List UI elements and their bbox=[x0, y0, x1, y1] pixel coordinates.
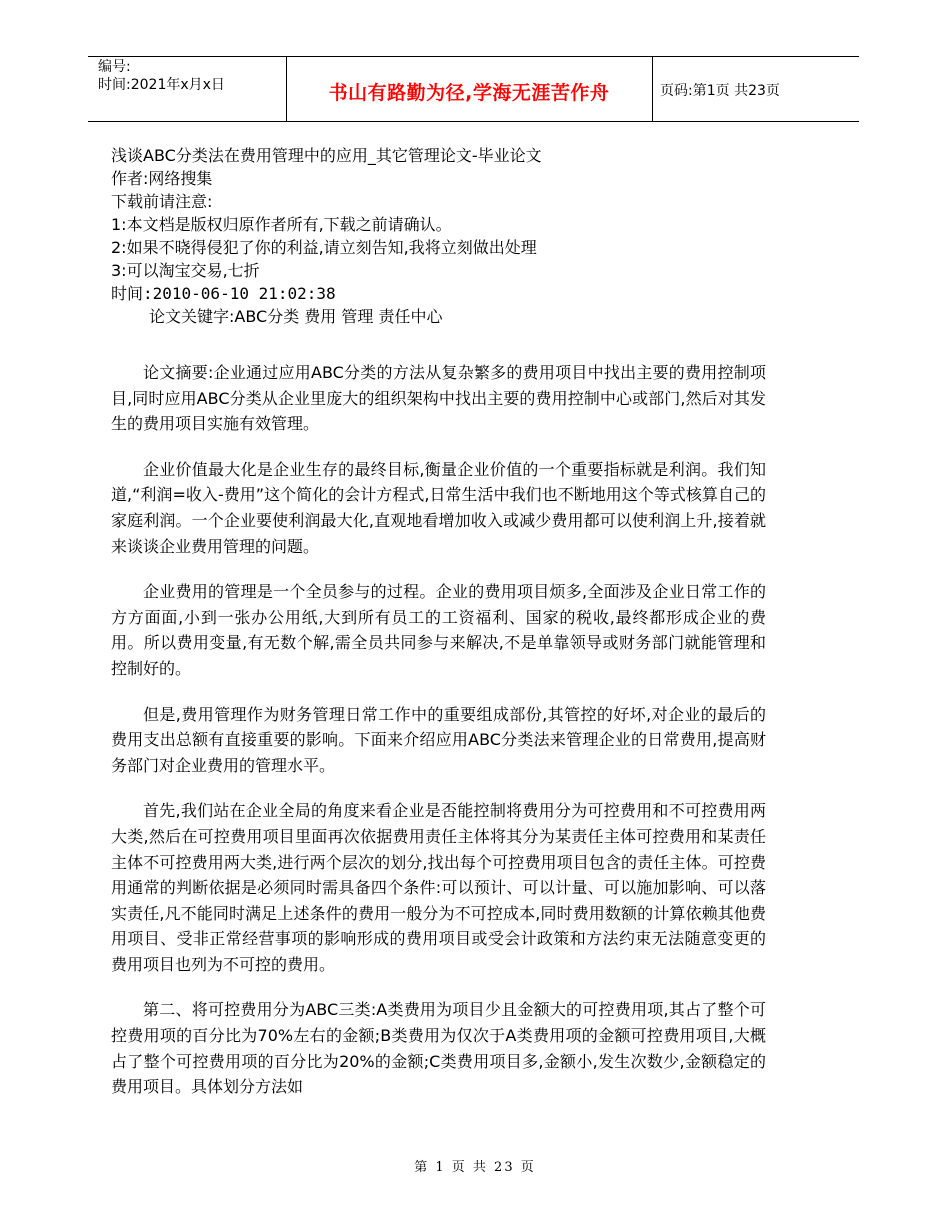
document-meta bbox=[111, 144, 542, 328]
header-divider-right bbox=[652, 56, 653, 121]
document-body bbox=[111, 360, 766, 1120]
header-motto: 书山有路勤为径,学海无涯苦作舟 bbox=[328, 82, 610, 104]
notice-heading: 下载前请注意: bbox=[111, 192, 213, 211]
header-top-rule bbox=[88, 56, 859, 57]
document-author: 作者:网络搜集 bbox=[111, 169, 213, 188]
paragraph: 首先,我们站在企业全局的角度来看企业是否能控制将费用分为可控费用和不可控费用两大类,然后在可控费用项目里面再次依据费用责任主体将其分为某责任主体可控费用和某责任主体不可控费用两大类,进行两个层次的划分,找出每个可控费用项目包含的责任主体。可控费用通常的判断依据是必须同时需具备四个条件:可以预计、可以计量、可以施加影响、可以落实责任,凡不能同时满足上述条件的费用一般分为不可控成本,同时费用数额的计算依赖其他费用项目、受非正常经营事项的影响形成的费用项目或受会计政策和方法约束无法随意变更的费用项目也列为不可控的费用。 bbox=[111, 801, 766, 974]
number-label: 编号: bbox=[98, 59, 131, 75]
header-divider-left bbox=[286, 56, 287, 121]
document-time: 时间:2010-06-10 21:02:38 bbox=[111, 284, 336, 303]
document-title: 浅谈ABC分类法在费用管理中的应用_其它管理论文-毕业论文 bbox=[111, 146, 542, 165]
paragraph: 企业费用的管理是一个全员参与的过程。企业的费用项目烦多,全面涉及企业日常工作的方方面面,小到一张办公用纸,大到所有员工的工资福利、国家的税收,最终都形成企业的费用。所以费用变量,有无数个解,需全员共同参与来解决,不是单靠领导或财务部门就能管理和控制好的。 bbox=[111, 582, 766, 678]
paragraph: 企业价值最大化是企业生存的最终目标,衡量企业价值的一个重要指标就是利润。我们知道,“利润=收入-费用”这个简化的会计方程式,日常生活中我们也不断地用这个等式核算自己的家庭利润。一个企业要使利润最大化,直观地看增加收入或减少费用都可以使利润上升,接着就来谈谈企业费用管理的问题。 bbox=[111, 459, 766, 556]
paragraph: 但是,费用管理作为财务管理日常工作中的重要组成部份,其管控的好坏,对企业的最后的费用支出总额有直接重要的影响。下面来介绍应用ABC分类法来管理企业的日常费用,提高财务部门对企业费用的管理水平。 bbox=[111, 704, 766, 775]
document-keywords: 论文关键字:ABC分类 费用 管理 责任中心 bbox=[149, 307, 443, 326]
notice-item-1: 1:本文档是版权归原作者所有,下载之前请确认。 bbox=[111, 215, 452, 234]
header-left-cell bbox=[98, 58, 225, 94]
page-footer: 第 1 页 共 23 页 bbox=[414, 1160, 536, 1175]
paragraph-abstract: 论文摘要:企业通过应用ABC分类的方法从复杂繁多的费用项目中找出主要的费用控制项目,同时应用ABC分类从企业里庞大的组织架构中找出主要的费用控制中心或部门,然后对其发生的费用项目实施有效管理。 bbox=[111, 363, 766, 434]
notice-item-3: 3:可以淘宝交易,七折 bbox=[111, 261, 260, 280]
paragraph: 第二、将可控费用分为ABC三类:A类费用为项目少且金额大的可控费用项,其占了整个可控费用项的百分比为70%左右的金额;B类费用为仅次于A类费用项的金额可控费用项目,大概占了整个可控费用项的百分比为20%的金额;C类费用项目多,金额小,发生次数少,金额稳定的费用项目。具体划分方法如 bbox=[111, 1000, 766, 1097]
time-line: 时间:2021年x月x日 bbox=[98, 77, 225, 93]
notice-item-2: 2:如果不晓得侵犯了你的利益,请立刻告知,我将立刻做出处理 bbox=[111, 238, 537, 257]
header-page-info: 页码:第1页 共23页 bbox=[660, 83, 780, 99]
header-bottom-rule bbox=[88, 121, 859, 122]
